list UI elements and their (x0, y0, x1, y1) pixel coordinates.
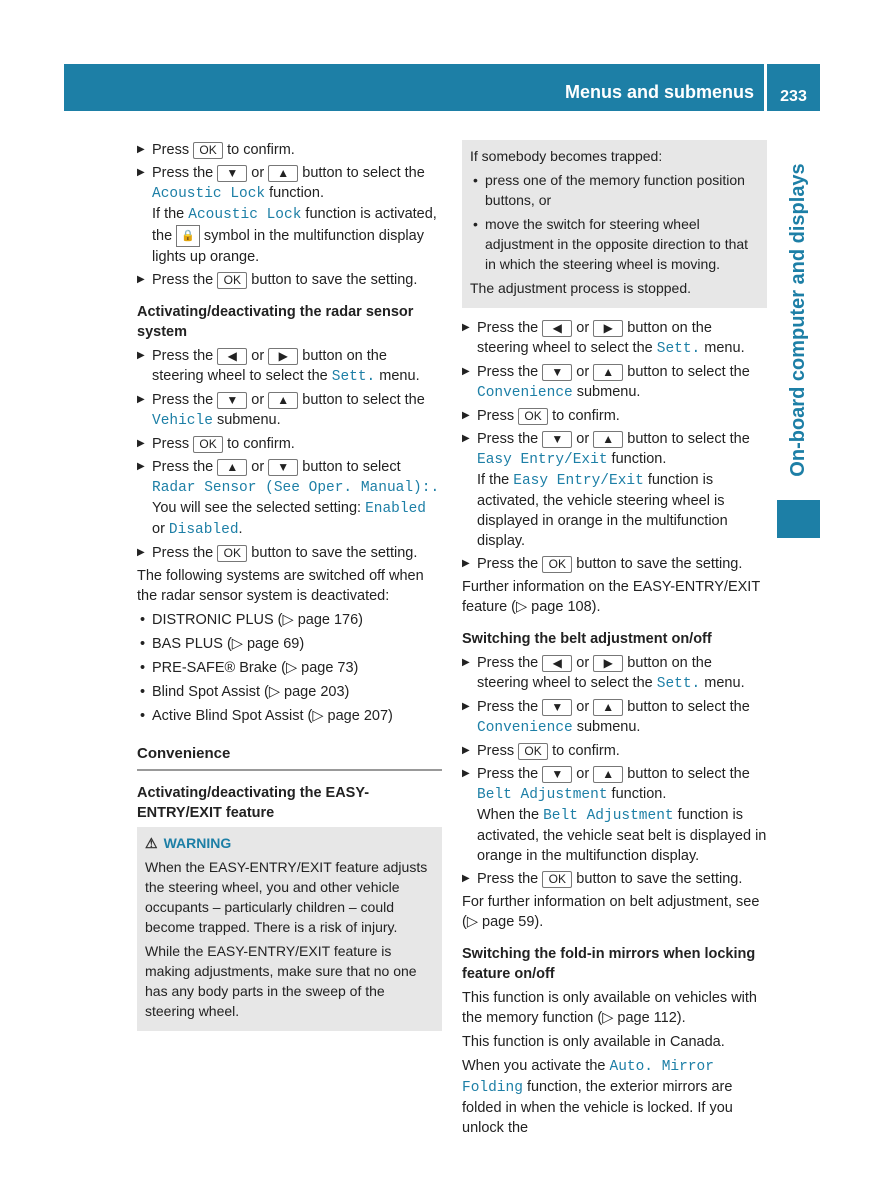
ok-key-icon: OK (542, 871, 572, 888)
ok-key-icon: OK (542, 556, 572, 573)
left-column (137, 140, 442, 1041)
trapped-box: If somebody becomes trapped: • press one of the memory function position buttons, or • move the switch for steering wheel adjustment in the opposite direction to that in which the steering wheel is moving. The adjustment process is stopped. (462, 140, 767, 308)
step-belt-sett: ▶ Press the ◀ or ▶ button on the steering wheel to select the Sett. menu. (462, 653, 767, 694)
step-belt-confirm: ▶ Press OK to confirm. (462, 741, 767, 761)
step-belt-save: ▶ Press the OK button to save the setting. (462, 869, 767, 889)
step-easy-convenience: ▶ Press the ▼ or ▲ button to select the Convenience submenu. (462, 362, 767, 403)
section-side-tab (777, 140, 820, 500)
down-key-icon: ▼ (542, 766, 572, 783)
list-item: • PRE-SAFE® Brake (▷ page 73) (137, 658, 442, 678)
step-radar-vehicle: ▶ Press the ▼ or ▲ button to select the Vehicle submenu. (137, 390, 442, 431)
heading-convenience: Convenience (137, 744, 442, 771)
step-confirm: ▶ Press OK to confirm. (137, 140, 442, 160)
right-key-icon: ▶ (268, 348, 298, 365)
page-number: 233 (767, 64, 820, 111)
list-item: • BAS PLUS (▷ page 69) (137, 634, 442, 654)
paragraph-mirror-2: This function is only available in Canada. (462, 1034, 725, 1050)
side-tab-marker (777, 500, 820, 538)
right-key-icon: ▶ (593, 320, 623, 337)
warning-icon: ⚠ (145, 835, 158, 851)
warning-text: While the EASY-ENTRY/EXIT feature is making adjustments, make sure that no one has any body parts in the sweep of the steering wheel. (145, 943, 417, 1019)
warning-text: When the EASY-ENTRY/EXIT feature adjusts the steering wheel, you and other vehicle occupants – particularly children – could become trapped. There is a risk of injury. (145, 859, 428, 935)
down-key-icon: ▼ (542, 364, 572, 381)
step-easy-sett: ▶ Press the ◀ or ▶ button on the steering wheel to select the Sett. menu. (462, 318, 767, 359)
down-key-icon: ▼ (217, 392, 247, 409)
down-key-icon: ▼ (268, 459, 298, 476)
left-key-icon: ◀ (217, 348, 247, 365)
step-save: ▶ Press the OK button to save the setting. (137, 270, 442, 290)
up-key-icon: ▲ (593, 766, 623, 783)
side-tab-label: On-board computer and displays (787, 163, 809, 477)
left-key-icon: ◀ (542, 655, 572, 672)
list-item: • press one of the memory function position buttons, or (470, 170, 759, 210)
step-belt-convenience: ▶ Press the ▼ or ▲ button to select the Convenience submenu. (462, 697, 767, 738)
up-key-icon: ▲ (593, 431, 623, 448)
step-radar-sett: ▶ Press the ◀ or ▶ button on the steering wheel to select the Sett. menu. (137, 346, 442, 387)
right-key-icon: ▶ (593, 655, 623, 672)
paragraph-following-systems: The following systems are switched off when the radar sensor system is deactivated: (137, 568, 424, 604)
list-item: • Blind Spot Assist (▷ page 203) (137, 682, 442, 702)
left-key-icon: ◀ (542, 320, 572, 337)
step-radar-save: ▶ Press the OK button to save the setting. (137, 543, 442, 563)
paragraph-mirror-1: This function is only available on vehicles with the memory function (▷ page 112). (462, 990, 757, 1026)
ok-key-icon: OK (193, 436, 223, 453)
heading-easy-entry: Activating/deactivating the EASY-ENTRY/EXIT feature (137, 785, 370, 821)
step-easy-save: ▶ Press the OK button to save the setting. (462, 554, 767, 574)
down-key-icon: ▼ (542, 699, 572, 716)
warning-title: WARNING (163, 835, 232, 851)
step-belt-select: ▶ Press the ▼ or ▲ button to select the Belt Adjustment function. When the Belt Adjustment function is activated, the vehicle seat belt is displayed in orange in the multifunction display. (462, 764, 767, 866)
up-key-icon: ▲ (593, 699, 623, 716)
paragraph-easy-more: Further information on the EASY-ENTRY/EXIT feature (▷ page 108). (462, 579, 760, 615)
page-header (64, 64, 764, 111)
header-title: Menus and submenus (564, 82, 754, 102)
warning-box (137, 827, 442, 1031)
down-key-icon: ▼ (542, 431, 572, 448)
step-easy-select: ▶ Press the ▼ or ▲ button to select the Easy Entry/Exit function. If the Easy Entry/Exit function is activated, the vehicle steering wheel is displayed in orange in the multifunction display. (462, 429, 767, 551)
heading-mirror: Switching the fold-in mirrors when locking feature on/off (462, 946, 756, 982)
list-item: • Active Blind Spot Assist (▷ page 207) (137, 706, 442, 726)
paragraph-mirror-3: When you activate the Auto. Mirror Folding function, the exterior mirrors are folded in when the vehicle is locked. If you unlock the (462, 1058, 733, 1136)
paragraph-belt-more: For further information on belt adjustment, see (▷ page 59). (462, 894, 760, 930)
up-key-icon: ▲ (217, 459, 247, 476)
up-key-icon: ▲ (593, 364, 623, 381)
menu-item-acoustic-lock: Acoustic Lock (152, 186, 266, 202)
list-item: • move the switch for steering wheel adjustment in the opposite direction to that in which the steering wheel is moving. (470, 214, 759, 274)
right-column (462, 140, 767, 1142)
step-easy-confirm: ▶ Press OK to confirm. (462, 406, 767, 426)
lock-icon: 🔒 (176, 225, 200, 247)
up-key-icon: ▲ (268, 165, 298, 182)
ok-key-icon: OK (518, 743, 548, 760)
step-radar-select: ▶ Press the ▲ or ▼ button to select Radar Sensor (See Oper. Manual):. You will see the selected setting: Enabled or Disabled. (137, 457, 442, 540)
down-key-icon: ▼ (217, 165, 247, 182)
ok-key-icon: OK (518, 408, 548, 425)
up-key-icon: ▲ (268, 392, 298, 409)
heading-radar: Activating/deactivating the radar sensor system (137, 304, 414, 340)
step-select-acoustic-lock: ▶ Press the ▼ or ▲ button to select the Acoustic Lock function. If the Acoustic Lock function is activated, the 🔒 symbol in the multifunction display lights up orange. (137, 163, 442, 267)
list-item: • DISTRONIC PLUS (▷ page 176) (137, 610, 442, 630)
step-radar-confirm: ▶ Press OK to confirm. (137, 434, 442, 454)
ok-key-icon: OK (217, 272, 247, 289)
heading-belt: Switching the belt adjustment on/off (462, 631, 712, 647)
ok-key-icon: OK (217, 545, 247, 562)
ok-key-icon: OK (193, 142, 223, 159)
